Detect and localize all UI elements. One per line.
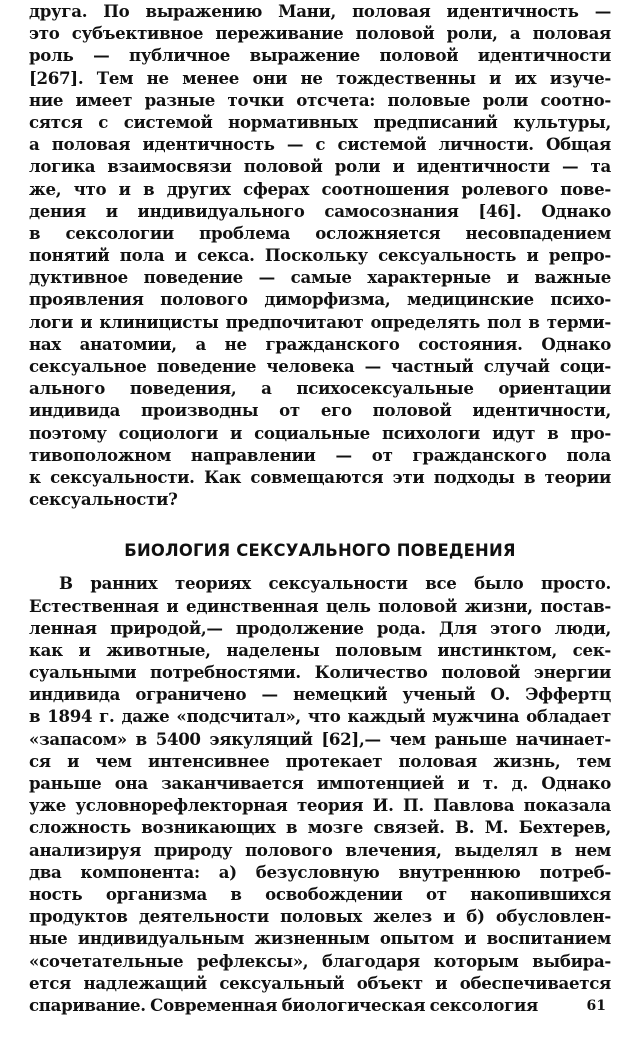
text-line: «сочетательные рефлексы», благодаря которым выбира- [29, 950, 611, 971]
paragraph-identity [29, 0, 611, 510]
text-line: спаривание. Современная биологическая сексология [29, 994, 538, 1015]
text-line: индивида ограничено — немецкий ученый О. Эффертц [29, 684, 611, 705]
text-line: ального поведения, а психосексуальные ориентации [29, 378, 611, 399]
text-line: ность организма в освобождении от накопившихся [29, 883, 611, 904]
text-line: тивоположном направлении — от гражданского пола [29, 444, 611, 465]
text-line: два компонента: а) безусловную внутреннюю потреб- [29, 861, 611, 882]
text-line: дуктивное поведение — самые характерные и важные [29, 267, 611, 288]
text-line: ется надлежащий сексуальный объект и обеспечивается [29, 972, 611, 993]
text-line: Естественная и единственная цель половой жизни, постав- [29, 595, 611, 616]
text-line: сексуальности? [29, 489, 178, 510]
paragraph-biology [29, 572, 611, 1016]
text-line: суальными потребностями. Количество половой энергии [29, 662, 611, 683]
text-line: поэтому социологи и социальные психологи идут в про- [29, 422, 611, 443]
text-line: сятся с системой нормативных предписаний культуры, [29, 111, 611, 132]
text-line: как и животные, наделены половым инстинктом, сек- [29, 639, 611, 660]
text-line: в 1894 г. даже «подсчитал», что каждый мужчина обладает [29, 706, 611, 727]
text-line: роль — публичное выражение половой идентичности [29, 45, 611, 66]
text-line: уже условнорефлекторная теория И. П. Павлова показала [29, 795, 611, 816]
text-line: это субъективное переживание половой роли, а половая [29, 23, 611, 44]
text-line: ленная природой,— продолжение рода. Для этого люди, [29, 617, 611, 638]
text-line: «запасом» в 5400 эякуляций [62],— чем раньше начинает- [29, 728, 611, 749]
text-line: нах анатомии, а не гражданского состояния. Однако [29, 333, 611, 354]
text-line: анализируя природу полового влечения, выделял в нем [29, 839, 611, 860]
text-line: сексуальное поведение человека — частный случай соци- [29, 356, 611, 376]
text-line: а половая идентичность — с системой личности. Общая [29, 134, 611, 155]
book-page [29, 0, 611, 1016]
text-line: в сексологии проблема осложняется несовпадением [29, 222, 611, 243]
text-line: продуктов деятельности половых желез и б) обусловлен- [29, 906, 611, 927]
text-line: проявления полового диморфизма, медицинские психо- [29, 289, 611, 310]
text-line: к сексуальности. Как совмещаются эти подходы в теории [29, 466, 611, 487]
text-line: ние имеет разные точки отсчета: половые роли соотно- [29, 89, 611, 110]
text-line: индивида производны от его половой идентичности, [29, 400, 611, 421]
text-line: дения и индивидуального самосознания [46]. Однако [29, 200, 611, 221]
page-number: 61 [586, 998, 606, 1014]
text-line: раньше она заканчивается импотенцией и т. д. Однако [29, 773, 611, 793]
text-line: понятий пола и секса. Поскольку сексуальность и репро- [29, 245, 611, 266]
text-line: же, что и в других сферах соотношения ролевого пове- [29, 178, 611, 199]
text-line: [267]. Тем не менее они не тождественны и их изуче- [29, 67, 611, 88]
text-line: ные индивидуальным жизненным опытом и воспитанием [29, 928, 611, 949]
text-line: логи и клиницисты предпочитают определять пол в терми- [29, 311, 611, 332]
text-line: В ранних теориях сексуальности все было просто. [59, 573, 611, 594]
text-line: логика взаимосвязи половой роли и идентичности — та [29, 156, 611, 177]
text-line: друга. По выражению Мани, половая идентичность — [29, 1, 611, 21]
text-line: сложность возникающих в мозге связей. В. М. Бехтерев, [29, 817, 611, 838]
text-line: ся и чем интенсивнее протекает половая жизнь, тем [29, 750, 611, 771]
section-heading: БИОЛОГИЯ СЕКСУАЛЬНОГО ПОВЕДЕНИЯ [124, 541, 516, 561]
